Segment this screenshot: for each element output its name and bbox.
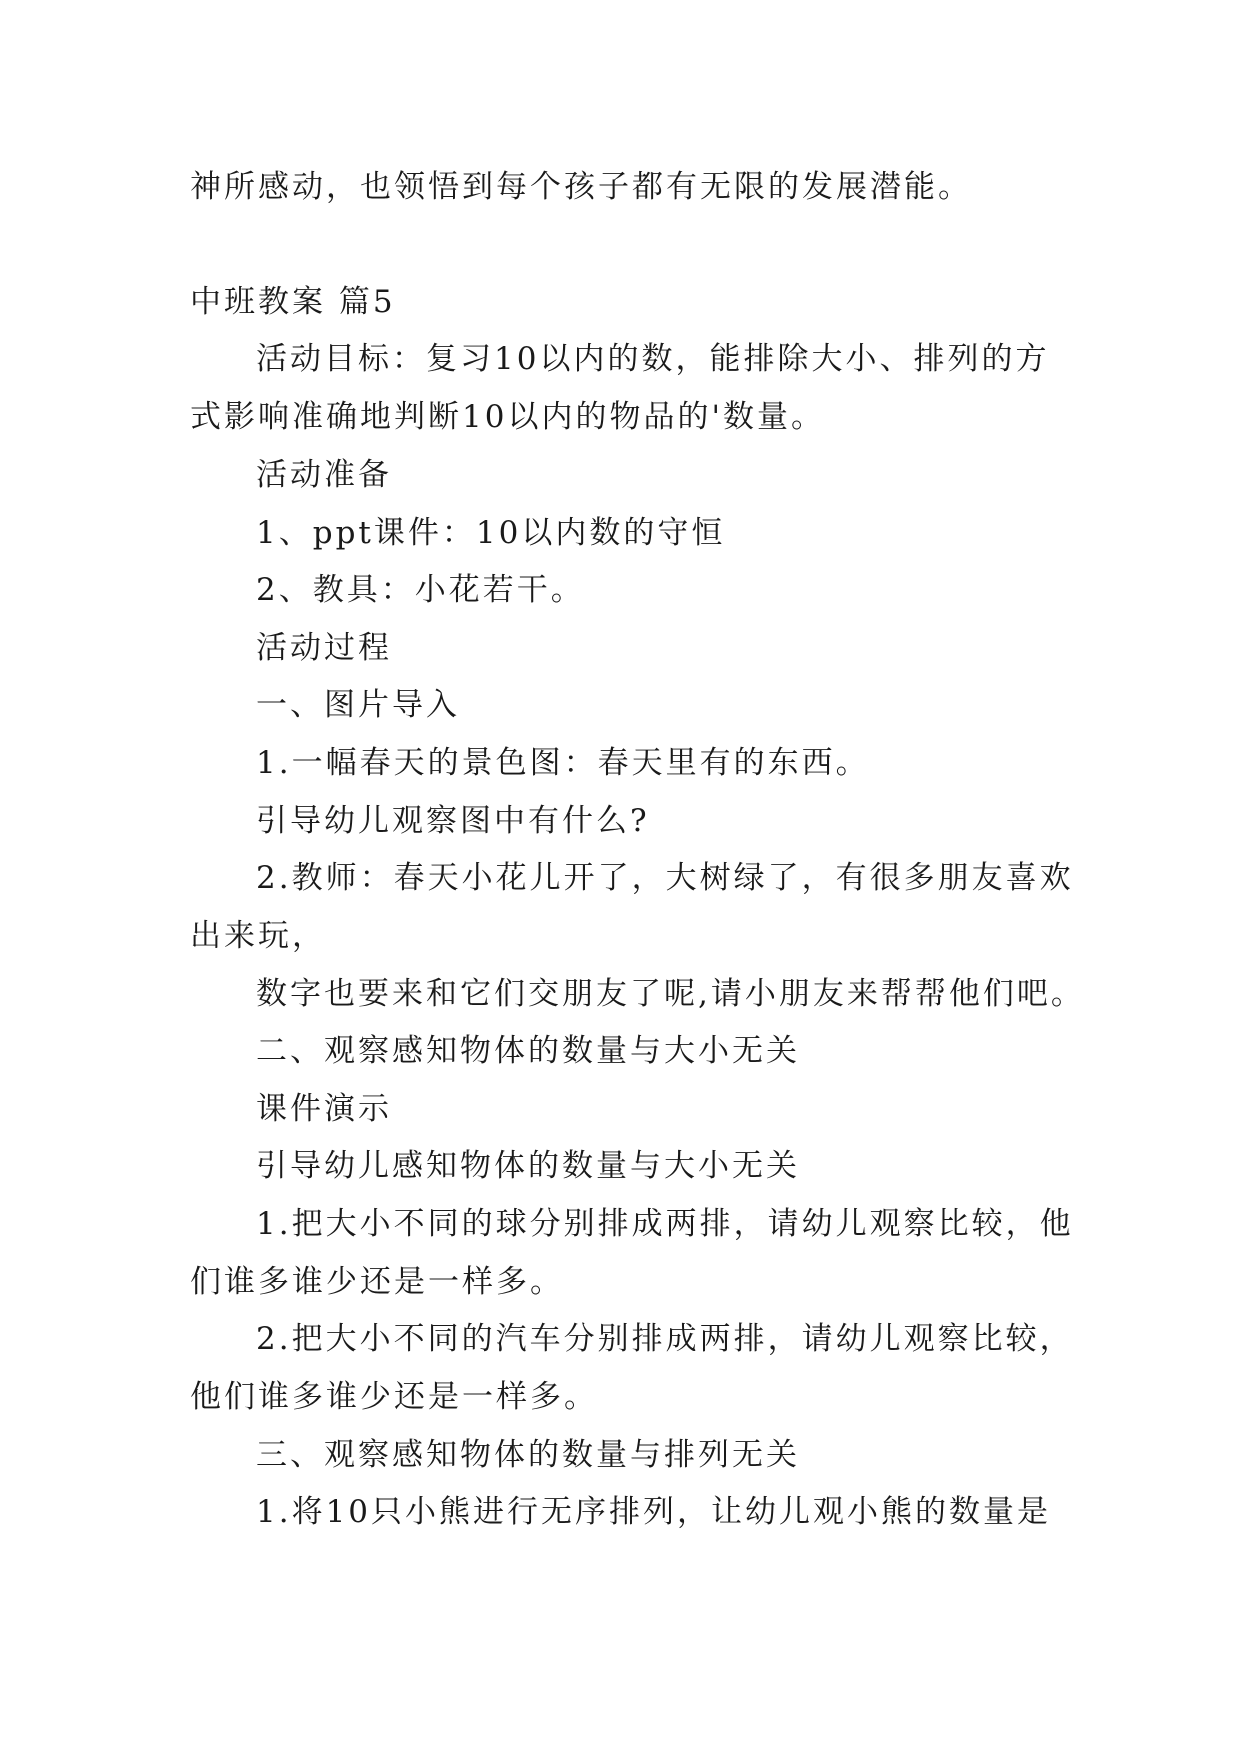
text-line: 1、ppt课件：10以内数的守恒 [256, 515, 726, 551]
text-line: 1.一幅春天的景色图：春天里有的东西。 [256, 745, 870, 781]
text-line: 1.把大小不同的球分别排成两排，请幼儿观察比较，他 [256, 1206, 1074, 1242]
text-line: 课件演示 [256, 1091, 392, 1127]
text-line: 引导幼儿感知物体的数量与大小无关 [256, 1148, 800, 1184]
text-line: 们谁多谁少还是一样多。 [190, 1264, 564, 1300]
text-line: 神所感动，也领悟到每个孩子都有无限的发展潜能。 [190, 169, 972, 205]
section-heading: 中班教案 篇5 [190, 284, 396, 320]
text-line: 三、观察感知物体的数量与排列无关 [256, 1437, 800, 1473]
text-line: 他们谁多谁少还是一样多。 [190, 1379, 598, 1415]
text-line: 引导幼儿观察图中有什么? [256, 803, 650, 839]
text-line: 2.把大小不同的汽车分别排成两排，请幼儿观察比较， [256, 1321, 1074, 1357]
text-line: 数字也要来和它们交朋友了呢,请小朋友来帮帮他们吧。 [256, 976, 1085, 1012]
text-line: 式影响准确地判断10以内的物品的'数量。 [190, 399, 825, 435]
text-line: 二、观察感知物体的数量与大小无关 [256, 1033, 800, 1069]
text-line: 2.教师：春天小花儿开了，大树绿了，有很多朋友喜欢 [256, 860, 1074, 896]
text-line: 活动过程 [256, 630, 392, 666]
text-line: 出来玩， [190, 918, 326, 954]
text-line: 活动准备 [256, 457, 392, 493]
text-line: 2、教具：小花若干。 [256, 572, 585, 608]
text-line: 活动目标：复习10以内的数，能排除大小、排列的方 [256, 341, 1050, 377]
text-line: 1.将10只小熊进行无序排列，让幼儿观小熊的数量是 [256, 1494, 1052, 1530]
text-line: 一、图片导入 [256, 687, 460, 723]
